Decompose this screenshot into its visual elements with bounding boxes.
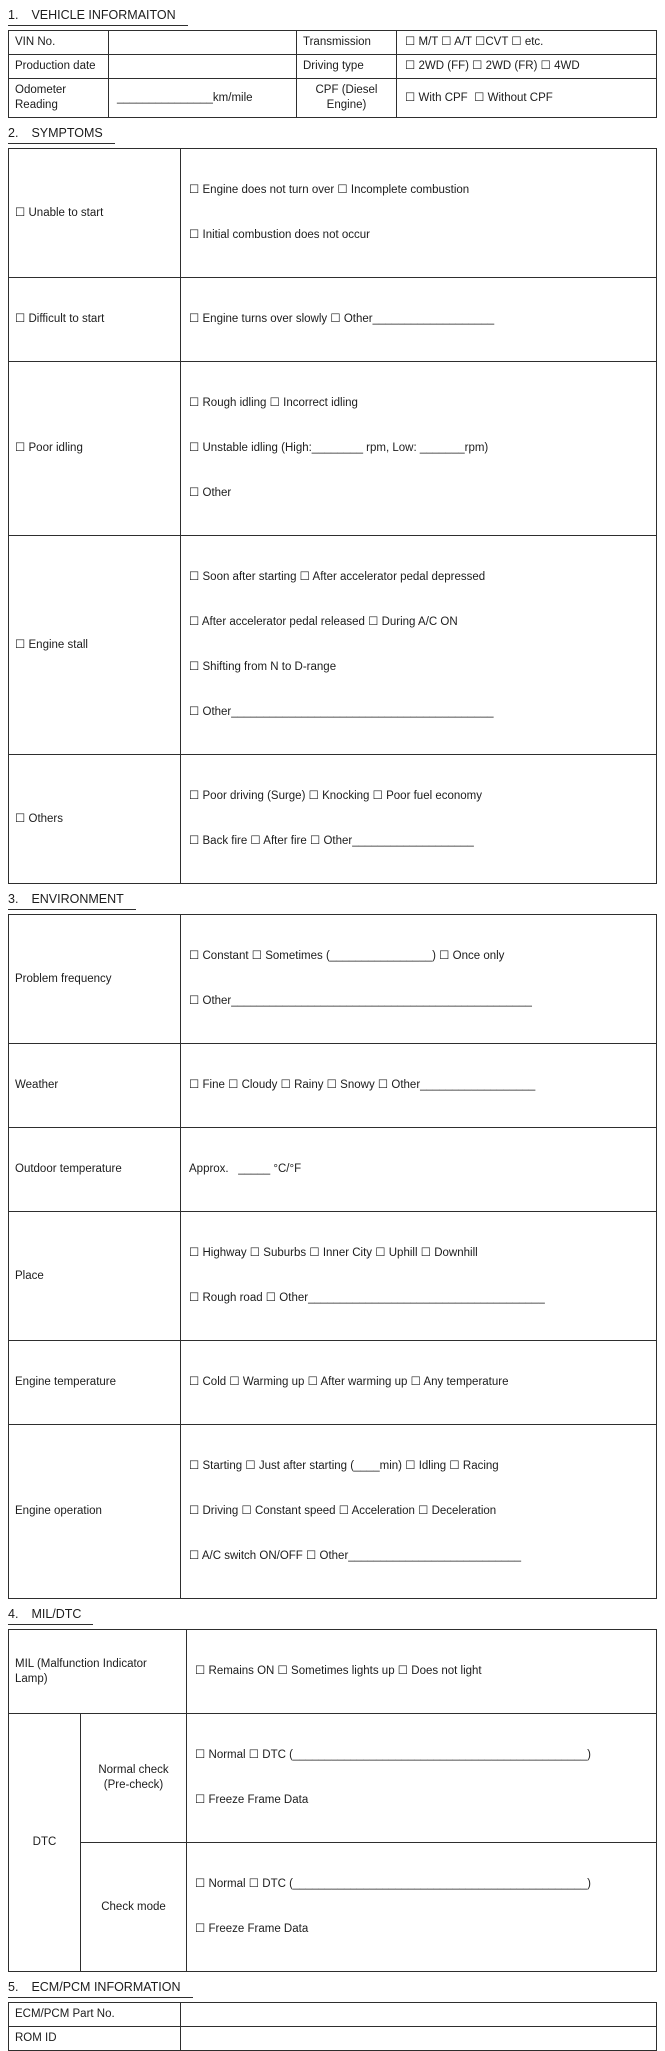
section-title: ECM/PCM INFORMATION [31,1980,181,1994]
option-line: ☐ Normal ☐ DTC (______________________________________________) [195,1749,591,1761]
table-row [9,1044,657,1128]
engine-operation-label: Engine operation [9,1425,181,1599]
option-line: ☐ Constant ☐ Sometimes (________________) ☐ Once only [189,950,505,962]
weather-label: Weather [9,1044,181,1128]
option-line: ☐ Freeze Frame Data [195,1923,309,1935]
option-line: ☐ Cold ☐ Warming up ☐ After warming up ☐ Any temperature [189,1376,509,1388]
rom-id-label: ROM ID [9,2027,181,2051]
section-number: 1. [8,8,19,22]
dtc-check-mode-options [187,1843,657,1972]
table-row [9,1128,657,1212]
section-3-heading [8,892,136,910]
option-line: ☐ Driving ☐ Constant speed ☐ Acceleration ☐ Deceleration [189,1505,497,1517]
engine-temperature-options [181,1341,657,1425]
table-row [9,55,657,79]
table-row [9,1714,657,1843]
option-line: ☐ Other_________________________________________ [189,706,494,718]
section-ecm-pcm-information [8,1972,657,2051]
mil-label: MIL (Malfunction Indicator Lamp) [9,1630,187,1714]
option-line: ☐ Fine ☐ Cloudy ☐ Rainy ☐ Snowy ☐ Other__________________ [189,1079,536,1091]
table-row [9,31,657,55]
option-line: ☐ Remains ON ☐ Sometimes lights up ☐ Does not light [195,1665,482,1677]
section-number: 5. [8,1980,19,1994]
table-row [9,915,657,1044]
cpf-options: ☐ With CPF ☐ Without CPF [397,79,657,118]
transmission-label: Transmission [297,31,397,55]
table-row [9,2027,657,2051]
section-number: 3. [8,892,19,906]
option-line: ☐ Unstable idling (High:________ rpm, Low: _______rpm) [189,442,489,454]
mil-options [187,1630,657,1714]
dtc-check-mode-label: Check mode [81,1843,187,1972]
option-line: ☐ Rough idling ☐ Incorrect idling [189,397,358,409]
option-line: ☐ Soon after starting ☐ After accelerator pedal depressed [189,571,486,583]
option-line: ☐ Engine does not turn over ☐ Incomplete combustion [189,184,470,196]
section-5-heading [8,1980,193,1998]
section-title: VEHICLE INFORMAITON [31,8,176,22]
production-date-label: Production date [9,55,109,79]
option-line: ☐ Shifting from N to D-range [189,661,337,673]
vin-no-label: VIN No. [9,31,109,55]
symptom-poor-idling-options [181,362,657,536]
symptoms-table [8,148,657,884]
section-number: 4. [8,1607,19,1621]
dtc-label: DTC [9,1714,81,1972]
dtc-normal-check-label: Normal check (Pre-check) [81,1714,187,1843]
place-label: Place [9,1212,181,1341]
section-2-heading [8,126,115,144]
ecm-pcm-table [8,2002,657,2051]
table-row [9,2003,657,2027]
transmission-options: ☐ M/T ☐ A/T ☐CVT ☐ etc. [397,31,657,55]
problem-frequency-options [181,915,657,1044]
engine-temperature-label: Engine temperature [9,1341,181,1425]
section-environment [8,884,657,1599]
vin-no-value-cell [109,31,297,55]
driving-type-label: Driving type [297,55,397,79]
section-number: 2. [8,126,19,140]
option-line: ☐ Engine turns over slowly ☐ Other___________________ [189,313,495,325]
option-line: ☐ After accelerator pedal released ☐ During A/C ON [189,616,458,628]
mil-dtc-table [8,1629,657,1972]
symptom-engine-stall-label: ☐ Engine stall [9,536,181,755]
table-row [9,79,657,118]
option-line: ☐ Poor driving (Surge) ☐ Knocking ☐ Poor fuel economy [189,790,483,802]
table-row [9,1212,657,1341]
environment-table [8,914,657,1599]
table-row [9,1341,657,1425]
symptom-difficult-to-start-options [181,278,657,362]
section-vehicle-information [8,6,657,118]
table-row [9,278,657,362]
table-row [9,536,657,755]
symptom-poor-idling-label: ☐ Poor idling [9,362,181,536]
place-options [181,1212,657,1341]
table-row [9,1630,657,1714]
section-title: MIL/DTC [31,1607,82,1621]
option-line: ☐ A/C switch ON/OFF ☐ Other___________________________ [189,1550,521,1562]
rom-id-value-cell [181,2027,657,2051]
symptom-unable-to-start-label: ☐ Unable to start [9,149,181,278]
driving-type-options: ☐ 2WD (FF) ☐ 2WD (FR) ☐ 4WD [397,55,657,79]
option-line: Approx. _____ °C/°F [189,1163,302,1175]
ecm-pcm-part-no-label: ECM/PCM Part No. [9,2003,181,2027]
option-line: ☐ Back fire ☐ After fire ☐ Other___________________ [189,835,474,847]
symptom-others-label: ☐ Others [9,755,181,884]
table-row [9,362,657,536]
option-line: ☐ Rough road ☐ Other_____________________________________ [189,1292,545,1304]
option-line: ☐ Normal ☐ DTC (______________________________________________) [195,1878,591,1890]
section-title: ENVIRONMENT [31,892,124,906]
production-date-value-cell [109,55,297,79]
option-line: ☐ Freeze Frame Data [195,1794,309,1806]
symptom-engine-stall-options [181,536,657,755]
engine-operation-options [181,1425,657,1599]
table-row [9,149,657,278]
option-line: ☐ Starting ☐ Just after starting (____min) ☐ Idling ☐ Racing [189,1460,499,1472]
symptom-unable-to-start-options [181,149,657,278]
outdoor-temperature-label: Outdoor temperature [9,1128,181,1212]
odometer-reading-value-cell: _______________km/mile [109,79,297,118]
symptom-difficult-to-start-label: ☐ Difficult to start [9,278,181,362]
section-title: SYMPTOMS [31,126,103,140]
table-row [9,1425,657,1599]
cpf-label: CPF (Diesel Engine) [297,79,397,118]
weather-options [181,1044,657,1128]
outdoor-temperature-value [181,1128,657,1212]
odometer-reading-label: Odometer Reading [9,79,109,118]
section-1-heading [8,8,188,26]
section-mil-dtc [8,1599,657,1972]
dtc-normal-check-options [187,1714,657,1843]
table-row [9,1843,657,1972]
symptom-others-options [181,755,657,884]
table-row [9,755,657,884]
section-symptoms [8,118,657,884]
ecm-pcm-part-no-value-cell [181,2003,657,2027]
option-line: ☐ Other [189,487,232,499]
option-line: ☐ Other_______________________________________________ [189,995,532,1007]
vehicle-info-table [8,30,657,118]
option-line: ☐ Highway ☐ Suburbs ☐ Inner City ☐ Uphill ☐ Downhill [189,1247,478,1259]
option-line: ☐ Initial combustion does not occur [189,229,370,241]
problem-frequency-label: Problem frequency [9,915,181,1044]
section-4-heading [8,1607,93,1625]
